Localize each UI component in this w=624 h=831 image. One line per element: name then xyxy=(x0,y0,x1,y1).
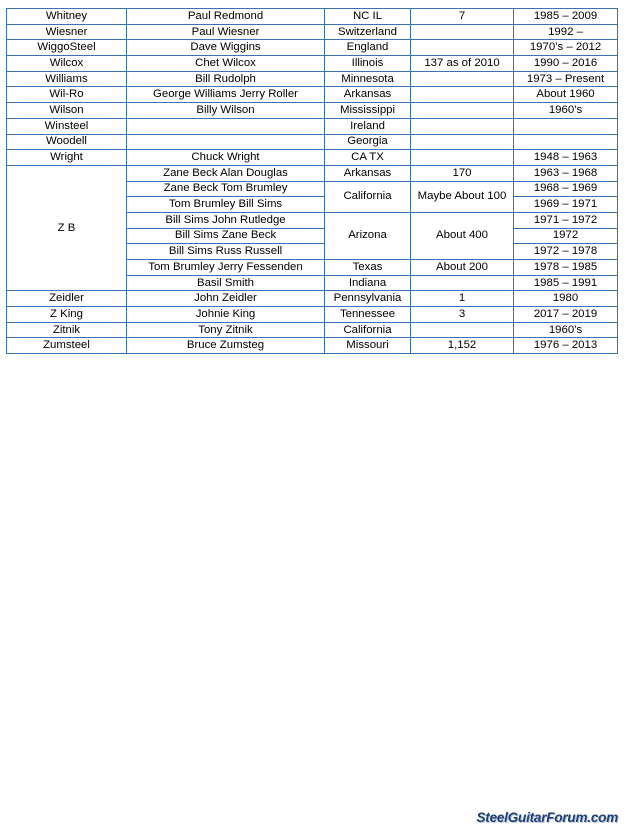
years-cell: 1992 – xyxy=(514,24,618,40)
table-row xyxy=(7,150,618,166)
table-row xyxy=(7,118,618,134)
maker-cell: Zane Beck Alan Douglas xyxy=(127,165,325,181)
table-row xyxy=(7,24,618,40)
units-cell xyxy=(411,118,514,134)
location-cell: Georgia xyxy=(325,134,411,150)
maker-cell: Bill Rudolph xyxy=(127,71,325,87)
units-cell: 7 xyxy=(411,9,514,25)
years-cell xyxy=(514,118,618,134)
maker-cell: John Zeidler xyxy=(127,291,325,307)
brand-cell: Woodell xyxy=(7,134,127,150)
units-cell: 170 xyxy=(411,165,514,181)
years-cell: 1971 – 1972 xyxy=(514,212,618,228)
location-cell: Tennessee xyxy=(325,307,411,323)
location-cell: England xyxy=(325,40,411,56)
maker-cell xyxy=(127,134,325,150)
maker-cell: Bill Sims John Rutledge xyxy=(127,212,325,228)
table-row xyxy=(7,71,618,87)
years-cell: 1985 – 2009 xyxy=(514,9,618,25)
maker-cell: Chuck Wright xyxy=(127,150,325,166)
brand-cell: Zumsteel xyxy=(7,338,127,354)
years-cell: 1960’s xyxy=(514,103,618,119)
years-cell: 1990 – 2016 xyxy=(514,56,618,72)
brand-cell: Zeidler xyxy=(7,291,127,307)
years-cell: 1972 – 1978 xyxy=(514,244,618,260)
units-cell xyxy=(411,150,514,166)
maker-cell: Paul Wiesner xyxy=(127,24,325,40)
table-row xyxy=(7,338,618,354)
brand-cell: Wiesner xyxy=(7,24,127,40)
brand-cell: Williams xyxy=(7,71,127,87)
units-cell: 137 as of 2010 xyxy=(411,56,514,72)
maker-cell: Bill Sims Russ Russell xyxy=(127,244,325,260)
units-cell xyxy=(411,103,514,119)
units-cell xyxy=(411,24,514,40)
years-cell: 1960’s xyxy=(514,322,618,338)
years-cell: 1970’s – 2012 xyxy=(514,40,618,56)
location-cell: Indiana xyxy=(325,275,411,291)
location-cell: NC IL xyxy=(325,9,411,25)
table-row xyxy=(7,103,618,119)
years-cell: 1978 – 1985 xyxy=(514,260,618,276)
years-cell: 2017 – 2019 xyxy=(514,307,618,323)
maker-cell: Basil Smith xyxy=(127,275,325,291)
maker-cell: Bruce Zumsteg xyxy=(127,338,325,354)
maker-cell: Billy Wilson xyxy=(127,103,325,119)
location-cell: Illinois xyxy=(325,56,411,72)
location-cell: California xyxy=(325,322,411,338)
units-cell xyxy=(411,322,514,338)
units-cell: 3 xyxy=(411,307,514,323)
years-cell: 1973 – Present xyxy=(514,71,618,87)
location-cell: Missouri xyxy=(325,338,411,354)
years-cell: 1948 – 1963 xyxy=(514,150,618,166)
table-row xyxy=(7,9,618,25)
location-cell: Mississippi xyxy=(325,103,411,119)
brand-cell: Wilson xyxy=(7,103,127,119)
location-cell: Arkansas xyxy=(325,165,411,181)
table-row xyxy=(7,56,618,72)
location-cell: Texas xyxy=(325,260,411,276)
brand-cell: Zitnik xyxy=(7,322,127,338)
brand-cell: Wil-Ro xyxy=(7,87,127,103)
maker-cell: Tom Brumley Jerry Fessenden xyxy=(127,260,325,276)
location-cell: California xyxy=(325,181,411,212)
units-cell xyxy=(411,40,514,56)
brand-cell: Wilcox xyxy=(7,56,127,72)
brand-cell: Z King xyxy=(7,307,127,323)
years-cell: 1969 – 1971 xyxy=(514,197,618,213)
units-cell: About 400 xyxy=(411,212,514,259)
years-cell: 1968 – 1969 xyxy=(514,181,618,197)
units-cell: 1,152 xyxy=(411,338,514,354)
site-watermark: SteelGuitarForum.com xyxy=(476,810,618,825)
years-cell: 1963 – 1968 xyxy=(514,165,618,181)
table-row xyxy=(7,291,618,307)
years-cell: 1976 – 2013 xyxy=(514,338,618,354)
location-cell: Minnesota xyxy=(325,71,411,87)
years-cell xyxy=(514,134,618,150)
units-cell xyxy=(411,275,514,291)
table-row xyxy=(7,307,618,323)
years-cell: 1985 – 1991 xyxy=(514,275,618,291)
table-row xyxy=(7,322,618,338)
maker-cell: Dave Wiggins xyxy=(127,40,325,56)
units-cell xyxy=(411,134,514,150)
table-row xyxy=(7,40,618,56)
table-row xyxy=(7,165,618,181)
table-row xyxy=(7,134,618,150)
location-cell: Pennsylvania xyxy=(325,291,411,307)
maker-cell: Zane Beck Tom Brumley xyxy=(127,181,325,197)
units-cell: 1 xyxy=(411,291,514,307)
units-cell xyxy=(411,71,514,87)
location-cell: Switzerland xyxy=(325,24,411,40)
brand-cell: Wright xyxy=(7,150,127,166)
maker-cell: Johnie King xyxy=(127,307,325,323)
maker-cell: Tom Brumley Bill Sims xyxy=(127,197,325,213)
maker-cell: Tony Zitnik xyxy=(127,322,325,338)
brand-cell-zb: Z B xyxy=(7,165,127,291)
maker-cell: Chet Wilcox xyxy=(127,56,325,72)
location-cell: CA TX xyxy=(325,150,411,166)
brand-cell: Winsteel xyxy=(7,118,127,134)
units-cell: Maybe About 100 xyxy=(411,181,514,212)
builders-table xyxy=(6,8,618,354)
location-cell: Arizona xyxy=(325,212,411,259)
brand-cell: WiggoSteel xyxy=(7,40,127,56)
units-cell: About 200 xyxy=(411,260,514,276)
years-cell: 1972 xyxy=(514,228,618,244)
table-row xyxy=(7,87,618,103)
maker-cell: Paul Redmond xyxy=(127,9,325,25)
units-cell xyxy=(411,87,514,103)
years-cell: About 1960 xyxy=(514,87,618,103)
years-cell: 1980 xyxy=(514,291,618,307)
maker-cell: Bill Sims Zane Beck xyxy=(127,228,325,244)
brand-cell: Whitney xyxy=(7,9,127,25)
maker-cell: George Williams Jerry Roller xyxy=(127,87,325,103)
maker-cell xyxy=(127,118,325,134)
location-cell: Ireland xyxy=(325,118,411,134)
location-cell: Arkansas xyxy=(325,87,411,103)
